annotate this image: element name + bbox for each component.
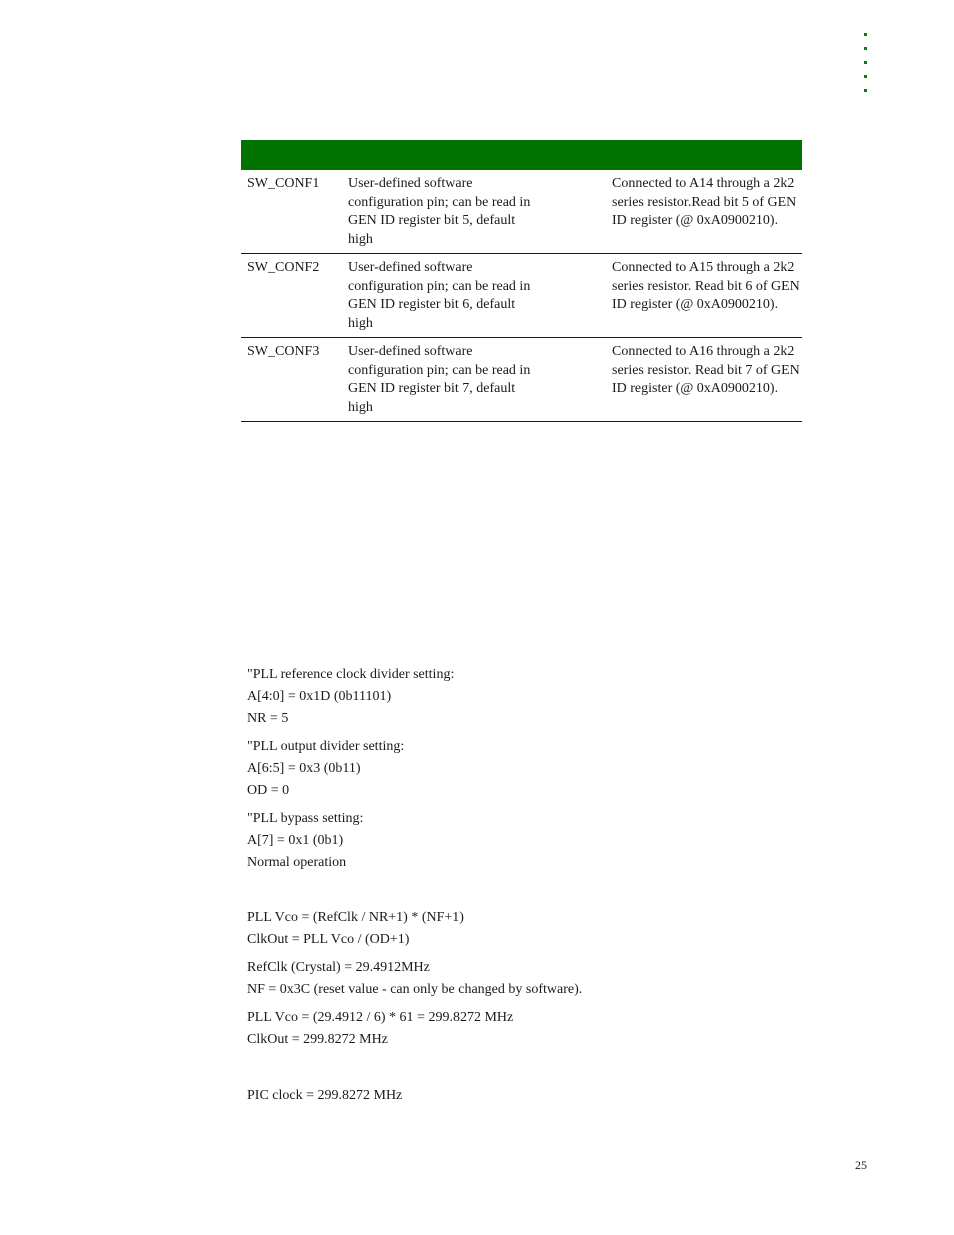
refclk-value: RefClk (Crystal) = 29.4912MHz — [247, 960, 430, 975]
table-row — [241, 170, 802, 254]
table-row — [241, 254, 802, 338]
pll-output-divider-bits: A[6:5] = 0x3 (0b11) — [247, 761, 361, 776]
pll-bypass-bits: A[7] = 0x1 (0b1) — [247, 833, 344, 848]
pll-output-divider-title: "PLL output divider setting: — [247, 739, 405, 754]
pll-ref-divider-block — [247, 664, 454, 730]
signal-description: User-defined software configuration pin; can be read in GEN ID register bit 7, default high — [348, 344, 531, 416]
signal-description: User-defined software configuration pin; can be read in GEN ID register bit 6, default high — [348, 260, 531, 332]
signal-notes: Connected to A16 through a 2k2 series resistor. Read bit 7 of GEN ID register (@ 0xA0900210). — [612, 344, 800, 397]
pll-bypass-block — [247, 808, 363, 874]
pll-ref-divider-title: "PLL reference clock divider setting: — [247, 667, 455, 682]
pll-output-divider-block — [247, 736, 404, 802]
nf-value: NF = 0x3C (reset value - can only be changed by software). — [247, 982, 583, 997]
signal-name: SW_CONF3 — [247, 344, 320, 359]
pll-ref-divider-bits: A[4:0] = 0x1D (0b11101) — [247, 689, 392, 704]
pll-output-divider-result: OD = 0 — [247, 783, 290, 798]
signal-name: SW_CONF2 — [247, 260, 320, 275]
signal-notes: Connected to A15 through a 2k2 series resistor. Read bit 6 of GEN ID register (@ 0xA0900210). — [612, 260, 800, 313]
dot-icon — [864, 61, 867, 64]
refclk-block — [247, 957, 582, 1001]
pll-bypass-result: Normal operation — [247, 855, 347, 870]
margin-dots — [864, 33, 870, 103]
table-row — [241, 338, 802, 422]
dot-icon — [864, 75, 867, 78]
page-number: 25 — [855, 1158, 867, 1172]
clkout-result: ClkOut = 299.8272 MHz — [247, 1032, 388, 1047]
signal-description: User-defined software configuration pin; can be read in GEN ID register bit 5, default high — [348, 176, 531, 248]
pic-clock: PIC clock = 299.8272 MHz — [247, 1088, 403, 1103]
signal-notes: Connected to A14 through a 2k2 series resistor.Read bit 5 of GEN ID register (@ 0xA0900210). — [612, 176, 797, 229]
vco-result-block — [247, 1007, 513, 1051]
vco-formula: PLL Vco = (RefClk / NR+1) * (NF+1) — [247, 910, 464, 925]
pll-ref-divider-result: NR = 5 — [247, 711, 289, 726]
pll-formula-block — [247, 907, 464, 951]
table-header — [241, 140, 802, 170]
pll-bypass-title: "PLL bypass setting: — [247, 811, 364, 826]
signal-name: SW_CONF1 — [247, 176, 320, 191]
clkout-formula: ClkOut = PLL Vco / (OD+1) — [247, 932, 410, 947]
vco-result: PLL Vco = (29.4912 / 6) * 61 = 299.8272 MHz — [247, 1010, 514, 1025]
pic-clock-block — [247, 1085, 402, 1107]
dot-icon — [864, 33, 867, 36]
dot-icon — [864, 89, 867, 92]
dot-icon — [864, 47, 867, 50]
signal-table — [241, 140, 802, 422]
